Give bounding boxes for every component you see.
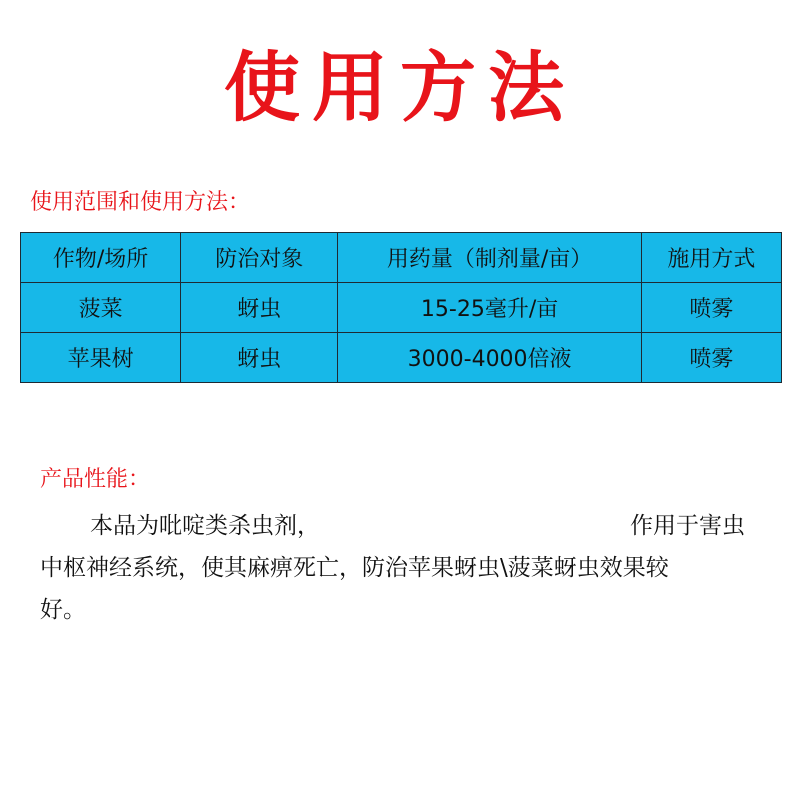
performance-line-1-end: 作用于害虫 xyxy=(630,513,745,539)
header-dosage: 用药量（制剂量/亩） xyxy=(338,233,641,283)
cell-method: 喷雾 xyxy=(641,283,781,333)
cell-dosage: 3000-4000倍液 xyxy=(338,333,641,383)
performance-description xyxy=(40,505,770,631)
usage-section-heading: 使用范围和使用方法： xyxy=(30,190,251,215)
performance-line-1 xyxy=(40,505,770,547)
cell-dosage: 15-25毫升/亩 xyxy=(338,283,641,333)
header-target: 防治对象 xyxy=(181,233,338,283)
cell-method: 喷雾 xyxy=(641,333,781,383)
cell-crop: 苹果树 xyxy=(21,333,181,383)
page-title: 使用方法 xyxy=(224,43,576,132)
usage-table xyxy=(20,232,782,383)
cell-crop: 菠菜 xyxy=(21,283,181,333)
cell-target: 蚜虫 xyxy=(181,283,338,333)
performance-section-heading: 产品性能： xyxy=(40,467,151,492)
performance-line-3: 好。 xyxy=(40,597,86,623)
performance-line-1-start: 本品为吡啶类杀虫剂， xyxy=(90,513,320,539)
performance-line-2: 中枢神经系统，使其麻痹死亡，防治苹果蚜虫\菠菜蚜虫效果较 xyxy=(40,555,669,581)
table-row xyxy=(21,283,782,333)
table-row xyxy=(21,333,782,383)
table-header-row xyxy=(21,233,782,283)
header-method: 施用方式 xyxy=(641,233,781,283)
cell-target: 蚜虫 xyxy=(181,333,338,383)
header-crop: 作物/场所 xyxy=(21,233,181,283)
